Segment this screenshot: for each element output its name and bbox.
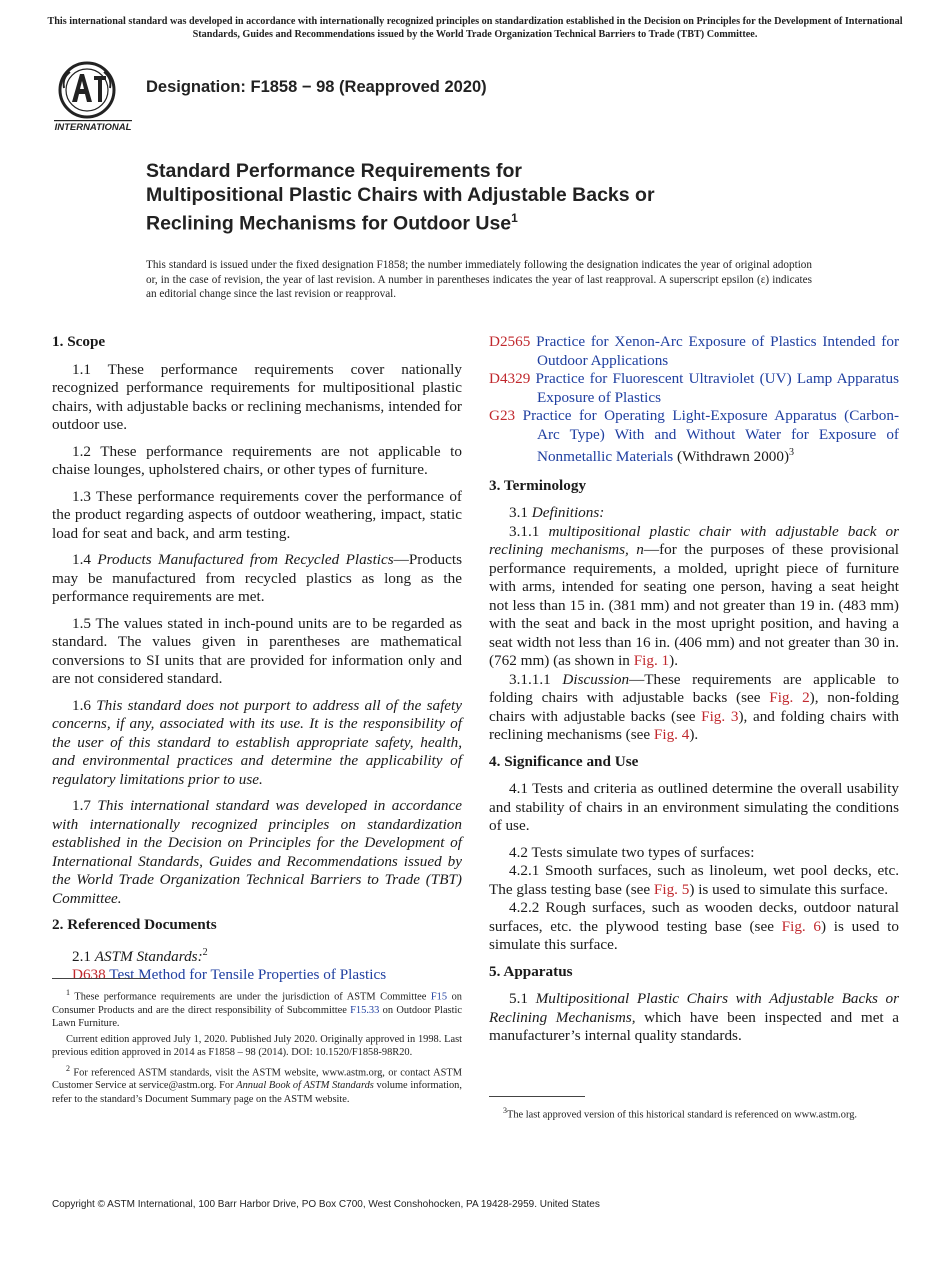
para-num: 3.1.1.1 xyxy=(509,670,563,688)
para-num: 3.1 xyxy=(509,504,532,522)
para-1-5: 1.5 The values stated in inch-pound units are to be regarded as standard. The values given in parentheses are mathematical conversions to SI units that are provided for information only and are not considered standard. xyxy=(52,614,462,687)
section-scope-heading: 1. Scope xyxy=(52,333,106,350)
para-text: —Products may be manufactured from recycled plastics as long as the performance requirements are met. xyxy=(52,551,463,605)
ref-g23-code-link[interactable]: G23 xyxy=(489,407,516,424)
footnotes-left xyxy=(52,986,462,1108)
para-4-2-1 xyxy=(489,862,899,899)
para-text: ), non-folding chairs with adjustable backs (see xyxy=(489,689,899,725)
section-apparatus-heading: 5. Apparatus xyxy=(489,962,573,980)
para-text: —for the purposes of these provisional performance requirements, a molded, upright piece of furniture with arms, intended for seating one person, having a seat height not less than 15 in. (381 mm) and not greater than 19 in. (483 mm) with the seat and back in the most upright position, and having a seat width not less than 16 in. (406 mm) and not greater than 30 in. (762 mm) (as shown in xyxy=(489,541,899,670)
ref-d638 xyxy=(52,966,462,985)
fig-3-link[interactable]: Fig. 3 xyxy=(701,707,739,725)
designation: Designation: F1858 − 98 (Reapproved 2020) xyxy=(146,78,487,96)
ref-d2565-title-link[interactable]: Practice for Xenon-Arc Exposure of Plastics Intended for Outdoor Applications xyxy=(536,333,899,369)
para-text: ). xyxy=(689,726,699,744)
fn-f1533-link[interactable]: F15.33 xyxy=(350,1004,380,1016)
title-line-3 xyxy=(146,207,866,236)
para-text: 4.2.1 Smooth surfaces, such as linoleum, wet pool decks, etc. The glass testing base (see xyxy=(489,862,899,898)
section-refs-heading: 2. Referenced Documents xyxy=(52,916,217,933)
para-num: 1.4 xyxy=(72,551,98,568)
para-3-1-1 xyxy=(489,523,899,671)
para-text: ). xyxy=(669,652,679,670)
para-italic: ASTM Standards: xyxy=(94,947,203,965)
fig-1-link[interactable]: Fig. 1 xyxy=(633,652,670,670)
wto-notice: This international standard was developed in accordance with internationally recognized principles on standardization established in the Decision on Principles for the Development of International Standards, Guides and Recommendations issued by the World Trade Organization Technical Barriers to Trade (TBT) Committee. xyxy=(47,16,903,40)
para-3-1-1-1 xyxy=(489,671,899,745)
para-1-1: 1.1 These performance requirements cover nationally recognized performance requirements for multipositional plastic chairs, with adjustable backs or reclining mechanisms, intended for outdoor use. xyxy=(52,360,462,433)
fig-2-link[interactable]: Fig. 2 xyxy=(769,689,810,707)
para-text: ) is used to simulate this surface. xyxy=(689,880,889,898)
para-text: 4.2.2 Rough surfaces, such as wooden decks, outdoor natural surfaces, etc. the plywood testing base (see xyxy=(489,899,899,935)
title-line-2: Multipositional Plastic Chairs with Adjustable Backs or xyxy=(146,183,655,206)
fn-text: on Consumer Products and are the direct responsibility of Subcommittee xyxy=(52,991,462,1016)
footnote-1 xyxy=(52,986,462,1031)
ref-d638-title-link[interactable]: Test Method for Tensile Properties of Plastics xyxy=(109,966,387,984)
para-text: which have been inspected and met a manufacturer’s internal quality standards. xyxy=(489,1008,899,1045)
footnote-ref: 3 xyxy=(789,447,795,458)
page-title xyxy=(146,160,866,236)
logo-text: INTERNATIONAL xyxy=(54,122,132,133)
footnote-edition: Current edition approved July 1, 2020. Published July 2020. Originally approved in 1998. Last previous edition approved in 2014 as F1858 – 98 (2014). DOI: 10.1520/F1858-98R20. xyxy=(52,1033,462,1059)
ref-d2565-code-link[interactable]: D2565 xyxy=(489,333,531,350)
ref-d4329-title-link[interactable]: Practice for Fluorescent Ultraviolet (UV) Lamp Apparatus Exposure of Plastics xyxy=(535,370,900,406)
fn-text: volume information, refer to the standard’s Document Summary page on the ASTM website. xyxy=(52,1080,462,1105)
ref-d4329-code-link[interactable]: D4329 xyxy=(489,370,531,387)
ref-g23 xyxy=(489,407,899,467)
para-3-1 xyxy=(489,504,899,523)
para-italic: This standard does not purport to address all of the safety concerns, if any, associated with its use. It is the responsibility of the user of this standard to establish appropriate safety, health, and environmental practices and determine the applicability of regulatory limitations prior to use. xyxy=(52,696,462,788)
section-terminology-heading: 3. Terminology xyxy=(489,476,587,494)
footnote-rule-left xyxy=(52,978,148,979)
para-4-2-2 xyxy=(489,899,899,955)
fn-italic: Annual Book of ASTM Standards xyxy=(236,1080,374,1092)
fn-sup: 1 xyxy=(66,988,70,997)
para-num: 1.7 xyxy=(72,797,98,814)
footnotes-right xyxy=(489,1104,899,1124)
right-column xyxy=(489,333,899,1054)
para-italic: multipositional plastic chair with adjustable back or reclining mechanisms, n xyxy=(489,522,900,559)
ref-d638-code-link[interactable]: D638 xyxy=(72,966,106,984)
para-1-3: 1.3 These performance requirements cover the performance of the product regarding aspects of outdoor weathering, impact, static load for seat and back, and arm testing. xyxy=(52,487,462,542)
para-italic: Multipositional Plastic Chairs with Adjustable Backs or Reclining Mechanisms, xyxy=(489,990,900,1026)
ref-g23-withdrawn: (Withdrawn 2000) xyxy=(673,448,790,466)
para-4-1: 4.1 Tests and criteria as outlined determine the overall usability and stability of chairs in an environment simulating the conditions of use. xyxy=(489,780,899,835)
para-text: —These requirements are applicable to folding chairs with adjustable backs (see xyxy=(489,670,900,707)
fn-text: The last approved version of this historical standard is referenced on www.astm.org. xyxy=(507,1109,858,1121)
para-text: ), and folding chairs with reclining mechanisms (see xyxy=(489,707,899,744)
footnote-ref: 2 xyxy=(202,946,208,958)
fn-sup: 3 xyxy=(503,1106,507,1115)
para-italic: Discussion xyxy=(562,670,630,688)
para-num: 2.1 xyxy=(72,947,95,965)
para-text: ) is used to simulate this surface. xyxy=(489,917,899,954)
para-1-6 xyxy=(52,697,462,790)
footnote-2 xyxy=(52,1062,462,1107)
title-line-3-text: Reclining Mechanisms for Outdoor Use xyxy=(146,212,512,235)
fn-text: on Outdoor Plastic Lawn Furniture. xyxy=(52,1004,462,1030)
fn-text: These performance requirements are under the jurisdiction of ASTM Committee xyxy=(74,991,431,1003)
ref-d2565 xyxy=(489,333,899,370)
title-line-1: Standard Performance Requirements for xyxy=(146,160,523,182)
para-5-1 xyxy=(489,990,899,1046)
para-num: 1.6 xyxy=(72,696,97,714)
fn-f15-link[interactable]: F15 xyxy=(430,991,448,1003)
footnote-3 xyxy=(489,1104,899,1122)
para-italic: Products Manufactured from Recycled Plastics xyxy=(97,551,394,568)
copyright-footer: Copyright © ASTM International, 100 Barr Harbor Drive, PO Box C700, West Conshohocken, PA 19428-2959. United States xyxy=(52,1199,600,1210)
para-4-2: 4.2 Tests simulate two types of surfaces: xyxy=(509,843,755,861)
para-1-2: 1.2 These performance requirements are not applicable to chaise lounges, upholstered chairs, or other types of furniture. xyxy=(52,442,462,478)
section-significance-heading: 4. Significance and Use xyxy=(489,752,639,770)
para-italic: Definitions: xyxy=(531,504,605,522)
fn-text: For referenced ASTM standards, visit the ASTM website, www.astm.org, or contact ASTM Customer Service at service@astm.org. For xyxy=(52,1066,462,1092)
para-1-7 xyxy=(52,797,462,908)
title-footnote-ref: 1 xyxy=(511,211,518,225)
para-1-4 xyxy=(52,551,462,607)
fn-sup: 2 xyxy=(66,1063,70,1073)
para-num: 3.1.1 xyxy=(509,522,549,540)
astm-logo-icon xyxy=(50,58,136,134)
fig-4-link[interactable]: Fig. 4 xyxy=(653,726,690,744)
ref-d4329 xyxy=(489,370,899,407)
footnote-rule-right xyxy=(489,1096,585,1097)
issued-statement: This standard is issued under the fixed designation F1858; the number immediately following the designation indicates the year of original adoption or, in the case of revision, the year of last revision. A number in parentheses indicates the year of last reapproval. A superscript epsilon (ε) indicates an editorial change since the last revision or reapproval. xyxy=(146,259,812,301)
fig-5-link[interactable]: Fig. 5 xyxy=(653,880,690,898)
para-2-1 xyxy=(52,944,462,967)
ref-g23-title-link[interactable]: Practice for Operating Light-Exposure Apparatus (Carbon-Arc Type) With and Without Water for Exposure of Nonmetallic Materials xyxy=(522,407,900,466)
fig-6-link[interactable]: Fig. 6 xyxy=(781,917,822,935)
left-column xyxy=(52,333,462,985)
para-num: 5.1 xyxy=(509,990,536,1008)
para-italic: This international standard was developed in accordance with internationally recognized principles on standardization established in the Decision on Principles for the Development of International Standards, Guides and Recommendations issued by the World Trade Organization Technical Barriers to Trade (TBT) Committee. xyxy=(52,797,462,907)
